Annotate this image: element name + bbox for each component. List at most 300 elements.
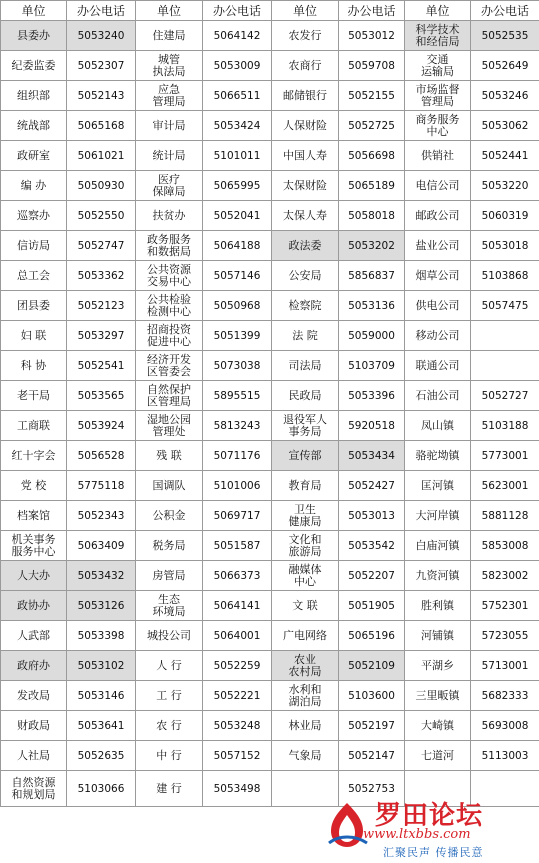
phone-number-cell	[471, 381, 539, 411]
unit-name-cell	[405, 531, 471, 561]
table-row	[1, 561, 539, 591]
table-row	[1, 621, 539, 651]
phone-number-cell	[471, 591, 539, 621]
phone-number: 5064141	[213, 599, 261, 612]
phone-number: 5856837	[348, 269, 395, 282]
phone-number: 5682333	[481, 689, 529, 702]
phone-number-cell	[203, 201, 272, 231]
phone-number-cell	[471, 471, 539, 501]
unit-name-cell	[272, 231, 339, 261]
phone-number: 5103188	[481, 419, 529, 432]
phone-number-cell	[339, 531, 405, 561]
unit-name-cell	[1, 531, 67, 561]
phone-number: 5713001	[481, 659, 529, 672]
table-row	[1, 591, 539, 621]
phone-number-cell	[67, 141, 136, 171]
phone-number-cell	[203, 711, 272, 741]
table-row	[1, 231, 539, 261]
unit-name: 电信公司	[415, 178, 460, 192]
unit-name-cell	[405, 741, 471, 771]
phone-number: 5053018	[481, 239, 529, 252]
phone-number-cell	[67, 651, 136, 681]
unit-name-cell	[1, 681, 67, 711]
unit-name-cell	[272, 81, 339, 111]
phone-number: 5053220	[481, 179, 529, 192]
unit-name: 农发行	[288, 28, 322, 42]
unit-name-cell	[136, 561, 203, 591]
unit-name: 政府办	[17, 658, 50, 672]
table-row	[1, 21, 539, 51]
unit-name-cell	[405, 231, 471, 261]
phone-number: 5052123	[77, 299, 125, 312]
col-header-phone: 办公电话	[67, 1, 136, 21]
unit-name: 中 行	[156, 748, 182, 762]
unit-name-cell	[136, 351, 203, 381]
phone-number: 5052143	[77, 89, 125, 102]
phone-number-cell	[203, 291, 272, 321]
unit-name-cell	[405, 351, 471, 381]
phone-number-cell	[67, 531, 136, 561]
phone-number: 5103600	[348, 689, 395, 702]
unit-name: 人大办	[17, 568, 50, 582]
unit-name-cell	[136, 501, 203, 531]
unit-name-cell	[272, 471, 339, 501]
unit-name: 农商行	[288, 58, 322, 72]
unit-name-cell	[136, 201, 203, 231]
phone-number-cell	[67, 231, 136, 261]
phone-number: 5066511	[213, 89, 261, 102]
phone-number-cell	[339, 411, 405, 441]
unit-name: 河铺镇	[421, 628, 454, 642]
phone-number-cell	[339, 261, 405, 291]
phone-number: 5052541	[77, 359, 125, 372]
unit-name-cell	[1, 771, 67, 807]
unit-name-cell	[272, 561, 339, 591]
phone-number-cell	[339, 351, 405, 381]
phone-number-cell	[471, 21, 539, 51]
unit-name: 妇 联	[20, 328, 47, 342]
phone-number-cell	[339, 111, 405, 141]
unit-name-cell	[272, 621, 339, 651]
unit-name-cell	[272, 381, 339, 411]
unit-name-cell	[405, 621, 471, 651]
phone-number: 5052747	[77, 239, 125, 252]
phone-number-cell	[203, 51, 272, 81]
unit-name: 检察院	[288, 298, 322, 312]
unit-name-cell	[405, 21, 471, 51]
unit-name: 邮政公司	[415, 208, 460, 222]
watermark-url: www.ltxbbs.com	[363, 827, 471, 842]
table-row	[1, 381, 539, 411]
unit-name-cell	[136, 381, 203, 411]
unit-name: 政法委	[288, 238, 322, 252]
unit-name-cell	[405, 171, 471, 201]
phone-number: 5064188	[213, 239, 261, 252]
unit-name: 大河岸镇	[415, 508, 460, 522]
unit-name: 平湖乡	[421, 658, 454, 672]
unit-name: 法 院	[292, 328, 318, 342]
unit-name-cell	[1, 171, 67, 201]
phone-number-cell	[67, 81, 136, 111]
unit-name-cell	[136, 681, 203, 711]
unit-name-cell	[136, 141, 203, 171]
unit-name: 科学技术 和经信局	[415, 22, 460, 48]
unit-name-cell	[136, 51, 203, 81]
unit-name: 自然资源 和规划局	[11, 775, 56, 801]
phone-number-cell	[203, 111, 272, 141]
unit-name: 税务局	[152, 538, 186, 552]
phone-number: 5056698	[348, 149, 395, 162]
phone-number-cell	[471, 531, 539, 561]
unit-name-cell	[1, 621, 67, 651]
unit-name: 中国人寿	[283, 148, 327, 162]
unit-name-cell	[1, 471, 67, 501]
table-row	[1, 261, 539, 291]
unit-name: 城投公司	[147, 628, 191, 642]
phone-number: 5920518	[348, 419, 395, 432]
unit-name: 太保财险	[283, 178, 327, 192]
phone-number: 5052147	[348, 749, 395, 762]
phone-number: 5052207	[348, 569, 395, 582]
phone-number: 5752301	[481, 599, 529, 612]
phone-number-cell	[471, 681, 539, 711]
header-row	[1, 1, 539, 21]
col-header-unit: 单位	[1, 1, 67, 21]
unit-name: 房管局	[152, 568, 186, 582]
phone-number: 5066373	[213, 569, 261, 582]
phone-number-cell	[339, 81, 405, 111]
phone-number: 5052427	[348, 479, 395, 492]
phone-number-cell	[339, 741, 405, 771]
phone-number-cell	[67, 741, 136, 771]
phone-number-cell	[471, 81, 539, 111]
unit-name: 卫生 健康局	[288, 502, 322, 528]
phone-number: 5053246	[481, 89, 529, 102]
unit-name-cell	[272, 681, 339, 711]
unit-name-cell	[272, 591, 339, 621]
phone-number-cell	[203, 381, 272, 411]
phone-number-cell	[471, 231, 539, 261]
phone-number-cell	[203, 21, 272, 51]
phone-number: 5052550	[77, 209, 125, 222]
unit-name: 扶贫办	[152, 208, 186, 222]
phone-number: 5051399	[213, 329, 261, 342]
phone-number-cell	[203, 591, 272, 621]
phone-number-cell	[339, 681, 405, 711]
unit-name-cell	[272, 111, 339, 141]
phone-number: 5103066	[77, 782, 125, 795]
phone-number: 5053424	[213, 119, 261, 132]
phone-number: 5813243	[213, 419, 261, 432]
unit-name-cell	[136, 21, 203, 51]
unit-name-cell	[136, 291, 203, 321]
unit-name-cell	[136, 81, 203, 111]
unit-name-cell	[405, 591, 471, 621]
phone-number: 5064142	[213, 29, 261, 42]
unit-name-cell	[272, 51, 339, 81]
phone-number: 5050968	[213, 299, 261, 312]
unit-name: 交通 运输局	[421, 52, 454, 78]
unit-name-cell	[1, 21, 67, 51]
phone-number-cell	[471, 321, 539, 351]
phone-number: 5623001	[481, 479, 529, 492]
unit-name: 县委办	[17, 28, 50, 42]
table-row	[1, 291, 539, 321]
unit-name: 审计局	[152, 118, 186, 132]
unit-name: 巡察办	[17, 208, 50, 222]
phone-number-cell	[203, 651, 272, 681]
unit-name-cell	[1, 711, 67, 741]
unit-name-cell	[272, 201, 339, 231]
phone-number-cell	[339, 441, 405, 471]
phone-number-cell	[471, 741, 539, 771]
phone-number-cell	[471, 51, 539, 81]
unit-name-cell	[136, 531, 203, 561]
phone-number-cell	[203, 471, 272, 501]
phone-number: 5069717	[213, 509, 261, 522]
unit-name: 残 联	[156, 448, 182, 462]
phone-number-cell	[471, 261, 539, 291]
unit-name: 商务服务 中心	[415, 112, 460, 138]
unit-name-cell	[405, 201, 471, 231]
phone-number-cell	[339, 771, 405, 807]
unit-name-cell	[272, 651, 339, 681]
phone-number: 5065995	[213, 179, 261, 192]
phone-number: 5052343	[77, 509, 125, 522]
col-header-phone: 办公电话	[339, 1, 405, 21]
unit-name: 文化和 旅游局	[288, 532, 322, 558]
phone-number-cell	[339, 591, 405, 621]
unit-name-cell	[136, 231, 203, 261]
unit-name: 总工会	[17, 268, 50, 282]
unit-name-cell	[405, 681, 471, 711]
phone-number-cell	[67, 681, 136, 711]
unit-name: 农 行	[156, 718, 182, 732]
unit-name: 政研室	[17, 148, 50, 162]
unit-name: 移动公司	[415, 328, 460, 342]
unit-name: 大崎镇	[421, 718, 454, 732]
col-header-unit: 单位	[405, 1, 471, 21]
phone-number-cell	[471, 201, 539, 231]
phone-number-cell	[339, 381, 405, 411]
table-row	[1, 741, 539, 771]
unit-name: 匡河镇	[421, 478, 454, 492]
phone-number-cell	[67, 591, 136, 621]
phone-number-cell	[67, 621, 136, 651]
phone-number-cell	[67, 771, 136, 807]
phone-number-cell	[339, 621, 405, 651]
unit-name-cell	[272, 741, 339, 771]
unit-name-cell	[1, 231, 67, 261]
unit-name-cell	[272, 411, 339, 441]
phone-number-cell	[471, 141, 539, 171]
unit-name-cell	[272, 291, 339, 321]
unit-name: 宣传部	[288, 448, 322, 462]
unit-name-cell	[272, 141, 339, 171]
phone-number: 5053297	[77, 329, 125, 342]
unit-name: 组织部	[17, 88, 50, 102]
phone-number: 5053432	[77, 569, 125, 582]
phone-number: 5693008	[481, 719, 529, 732]
phone-number: 5053565	[77, 389, 125, 402]
unit-name-cell	[1, 321, 67, 351]
unit-name: 供电公司	[415, 298, 460, 312]
phone-number-cell	[471, 291, 539, 321]
unit-name: 政务服务 和数据局	[147, 232, 191, 258]
unit-name: 编 办	[20, 178, 47, 192]
phone-number: 5113003	[481, 749, 529, 762]
unit-name: 档案馆	[17, 508, 50, 522]
phone-number-cell	[203, 171, 272, 201]
phone-number-cell	[339, 231, 405, 261]
unit-name-cell	[1, 111, 67, 141]
unit-name-cell	[1, 411, 67, 441]
phone-number-cell	[67, 261, 136, 291]
table-row	[1, 531, 539, 561]
unit-name-cell	[405, 321, 471, 351]
unit-name-cell	[272, 261, 339, 291]
phone-number: 5052041	[213, 209, 261, 222]
unit-name-cell	[136, 111, 203, 141]
phone-number: 5057146	[213, 269, 261, 282]
phone-number: 5853008	[481, 539, 529, 552]
unit-name: 气象局	[288, 748, 322, 762]
phone-number-cell	[203, 231, 272, 261]
unit-name-cell	[405, 561, 471, 591]
unit-name: 科 协	[20, 358, 47, 372]
phone-number: 5060319	[481, 209, 529, 222]
unit-name: 城管 执法局	[152, 52, 186, 78]
table-row	[1, 81, 539, 111]
unit-name: 信访局	[17, 238, 50, 252]
phone-number: 5052725	[348, 119, 395, 132]
unit-name: 民政局	[288, 388, 322, 402]
phone-number: 5053240	[77, 29, 125, 42]
phone-number: 5057475	[481, 299, 529, 312]
phone-number: 5063409	[77, 539, 125, 552]
unit-name: 三里畈镇	[415, 688, 460, 702]
unit-name: 邮储银行	[283, 88, 327, 102]
unit-name: 纪委监委	[11, 58, 56, 72]
phone-number-cell	[203, 741, 272, 771]
phone-number-cell	[203, 141, 272, 171]
phone-number-cell	[203, 771, 272, 807]
unit-name: 团县委	[17, 298, 50, 312]
unit-name-cell	[405, 651, 471, 681]
phone-number-cell	[203, 561, 272, 591]
phone-number-cell	[471, 771, 539, 807]
unit-name: 老干局	[17, 388, 50, 402]
unit-name-cell	[405, 471, 471, 501]
phone-number-cell	[67, 471, 136, 501]
unit-name: 公积金	[152, 508, 186, 522]
unit-name-cell	[136, 741, 203, 771]
unit-name: 太保人寿	[283, 208, 327, 222]
unit-name-cell	[136, 411, 203, 441]
unit-name-cell	[1, 351, 67, 381]
phone-number: 5052307	[77, 59, 125, 72]
phone-number-cell	[203, 321, 272, 351]
unit-name-cell	[1, 81, 67, 111]
unit-name-cell	[1, 201, 67, 231]
unit-name: 胜利镇	[421, 598, 454, 612]
phone-number: 5052155	[348, 89, 395, 102]
phone-number-cell	[203, 531, 272, 561]
table-row	[1, 771, 539, 807]
phone-number: 5052535	[481, 29, 529, 42]
unit-name-cell	[272, 351, 339, 381]
phone-number: 5053924	[77, 419, 125, 432]
unit-name-cell	[136, 591, 203, 621]
phone-number-cell	[203, 501, 272, 531]
phone-number: 5052635	[77, 749, 125, 762]
phone-number-cell	[67, 291, 136, 321]
phone-number-cell	[471, 501, 539, 531]
phone-number: 5052441	[481, 149, 529, 162]
unit-name-cell	[405, 711, 471, 741]
unit-name-cell	[1, 291, 67, 321]
phone-number-cell	[67, 111, 136, 141]
unit-name-cell	[272, 771, 339, 807]
phone-number: 5052259	[213, 659, 261, 672]
table-row	[1, 141, 539, 171]
unit-name-cell	[1, 591, 67, 621]
table-row	[1, 651, 539, 681]
unit-name: 白庙河镇	[415, 538, 460, 552]
unit-name-cell	[405, 291, 471, 321]
unit-name-cell	[1, 261, 67, 291]
unit-name-cell	[1, 561, 67, 591]
phone-number-cell	[67, 351, 136, 381]
phone-number-cell	[339, 651, 405, 681]
table-row	[1, 201, 539, 231]
phone-number: 5050930	[77, 179, 125, 192]
unit-name-cell	[272, 321, 339, 351]
unit-name-cell	[136, 261, 203, 291]
phone-number-cell	[339, 291, 405, 321]
unit-name-cell	[405, 141, 471, 171]
phone-number-cell	[339, 171, 405, 201]
phone-number: 5053248	[213, 719, 261, 732]
phone-number: 5895515	[213, 389, 261, 402]
phone-number: 5881128	[481, 509, 529, 522]
unit-name: 财政局	[17, 718, 50, 732]
unit-name-cell	[136, 321, 203, 351]
col-header-unit: 单位	[272, 1, 339, 21]
unit-name: 党 校	[20, 478, 47, 492]
unit-name-cell	[136, 441, 203, 471]
unit-name-cell	[272, 531, 339, 561]
phone-number-cell	[67, 51, 136, 81]
phone-number-cell	[203, 411, 272, 441]
phone-number: 5103709	[348, 359, 395, 372]
phone-number-cell	[67, 21, 136, 51]
phone-number: 5073038	[213, 359, 261, 372]
phone-number: 5061021	[77, 149, 125, 162]
phone-number-cell	[471, 561, 539, 591]
table-row	[1, 411, 539, 441]
phone-number: 5101006	[213, 479, 261, 492]
unit-name: 退役军人 事务局	[283, 412, 327, 438]
phone-number: 5052727	[481, 389, 529, 402]
unit-name-cell	[405, 111, 471, 141]
unit-name: 农业 农村局	[288, 652, 322, 678]
phone-number-cell	[471, 711, 539, 741]
phone-number-cell	[203, 81, 272, 111]
unit-name: 石油公司	[415, 388, 460, 402]
phone-number-cell	[471, 441, 539, 471]
phone-number: 5065189	[348, 179, 395, 192]
